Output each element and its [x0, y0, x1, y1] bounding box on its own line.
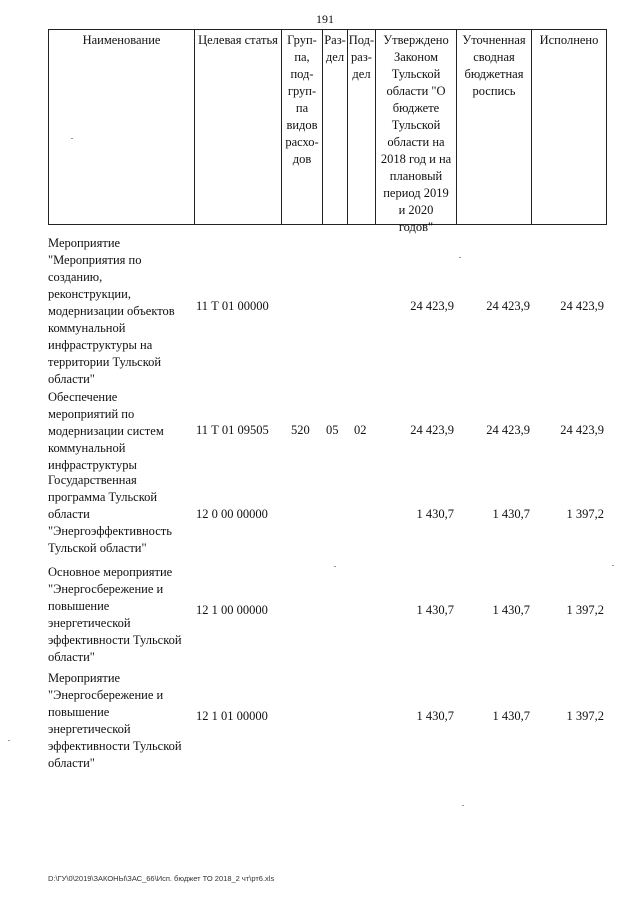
row-name-line: повышение	[48, 599, 110, 613]
header-group-line: под-	[290, 67, 314, 81]
header-approved	[375, 29, 457, 234]
row-5-target: 12 1 01 00000	[196, 709, 268, 723]
row-5-approved: 1 430,7	[416, 709, 454, 723]
row-name-line: реконструкции,	[48, 287, 131, 301]
header-approved-line: бюджете	[392, 101, 440, 115]
header-target-label: Целевая статья	[198, 33, 278, 47]
row-name-line: Мероприятие	[48, 236, 121, 250]
header-executed	[531, 29, 607, 225]
header-subsection-line: Под-	[348, 33, 375, 47]
header-approved-line: 2018 год и на	[380, 152, 452, 166]
row-name-line: области"	[48, 756, 95, 770]
header-executed-label: Исполнено	[539, 33, 599, 47]
header-group	[281, 29, 323, 225]
footer-file-path: D:\ГУ\0\2019\ЗАКОНЫ\ЗАС_66\Исп. бюджет ТО 2018_2 чт\рт6.xls	[48, 874, 275, 883]
header-group-line: дов	[292, 152, 312, 166]
row-name-line: коммунальной	[48, 441, 126, 455]
row-name-line: мероприятий по	[48, 407, 135, 421]
row-name-line: Мероприятие	[48, 671, 121, 685]
row-4-name	[48, 564, 193, 666]
row-name-line: эффективности Тульской	[48, 633, 182, 647]
header-approved-line: период 2019	[383, 186, 449, 200]
row-4-target: 12 1 00 00000	[196, 603, 268, 617]
row-name-line: повышение	[48, 705, 110, 719]
row-2-refined: 24 423,9	[486, 423, 530, 437]
header-group-line: па,	[294, 50, 310, 64]
header-refined-line: бюджетная	[464, 67, 524, 81]
header-approved-line: плановый	[389, 169, 443, 183]
header-approved-line: области "О	[386, 84, 446, 98]
header-subsection	[347, 29, 376, 225]
header-section	[322, 29, 348, 225]
row-1-approved: 24 423,9	[410, 299, 454, 313]
scan-speck	[71, 138, 73, 139]
row-name-line: "Энергосбережение и	[48, 582, 164, 596]
header-approved-line: годов"	[398, 220, 434, 234]
page-number: 191	[316, 12, 334, 26]
row-4-executed: 1 397,2	[566, 603, 604, 617]
row-name-line: Основное мероприятие	[48, 565, 173, 579]
row-name-line: программа Тульской	[48, 490, 158, 504]
row-name-line: области"	[48, 650, 95, 664]
row-3-approved: 1 430,7	[416, 507, 454, 521]
row-3-target: 12 0 00 00000	[196, 507, 268, 521]
row-2-target: 11 Т 01 09505	[196, 423, 269, 437]
row-name-line: инфраструктуры	[48, 458, 137, 472]
row-name-line: области	[48, 507, 90, 521]
row-2-name	[48, 389, 193, 474]
header-name	[48, 29, 195, 225]
scan-speck	[334, 566, 336, 567]
header-group-line: расхо-	[285, 135, 319, 149]
header-group-line: видов	[286, 118, 318, 132]
row-name-line: Тульской области"	[48, 541, 147, 555]
row-name-line: энергетической	[48, 616, 131, 630]
header-group-line: па	[295, 101, 309, 115]
scan-speck	[612, 565, 614, 566]
row-1-executed: 24 423,9	[560, 299, 604, 313]
row-1-name	[48, 235, 193, 388]
header-group-line: Груп-	[287, 33, 317, 47]
scan-speck	[459, 257, 461, 258]
header-refined-line: сводная	[473, 50, 515, 64]
header-subsection-line: дел	[352, 67, 371, 81]
row-name-line: инфраструктуры на	[48, 338, 153, 352]
row-3-refined: 1 430,7	[492, 507, 530, 521]
row-5-name	[48, 670, 193, 772]
row-name-line: "Энергосбережение и	[48, 688, 164, 702]
header-approved-line: Законом	[393, 50, 439, 64]
row-2-group: 520	[291, 423, 310, 437]
header-subsection-line: раз-	[351, 50, 372, 64]
row-name-line: созданию,	[48, 270, 103, 284]
header-refined-line: роспись	[472, 84, 516, 98]
header-approved-line: области на	[387, 135, 445, 149]
header-approved-line: Тульской	[391, 67, 441, 81]
header-approved-line: Тульской	[391, 118, 441, 132]
header-approved-line: и 2020	[398, 203, 434, 217]
row-5-refined: 1 430,7	[492, 709, 530, 723]
row-1-target: 11 Т 01 00000	[196, 299, 269, 313]
row-name-line: "Энергоэффективность	[48, 524, 172, 538]
header-group-line: груп-	[287, 84, 317, 98]
row-name-line: эффективности Тульской	[48, 739, 182, 753]
row-2-section: 05	[326, 423, 339, 437]
header-target	[194, 29, 282, 225]
scan-speck	[8, 740, 10, 741]
header-section-line: дел	[325, 50, 345, 64]
row-name-line: коммунальной	[48, 321, 126, 335]
header-refined	[456, 29, 532, 225]
row-3-executed: 1 397,2	[566, 507, 604, 521]
header-approved-line: Утверждено	[383, 33, 449, 47]
row-name-line: территории Тульской	[48, 355, 162, 369]
row-name-line: Государственная	[48, 473, 137, 487]
row-name-line: модернизации систем	[48, 424, 164, 438]
row-2-approved: 24 423,9	[410, 423, 454, 437]
header-refined-line: Уточненная	[462, 33, 526, 47]
row-name-line: энергетической	[48, 722, 131, 736]
row-3-name	[48, 472, 193, 557]
row-4-approved: 1 430,7	[416, 603, 454, 617]
row-2-executed: 24 423,9	[560, 423, 604, 437]
row-2-subsection: 02	[354, 423, 367, 437]
header-section-line: Раз-	[324, 33, 346, 47]
row-name-line: модернизации объектов	[48, 304, 175, 318]
row-1-refined: 24 423,9	[486, 299, 530, 313]
scan-speck	[462, 805, 464, 806]
row-name-line: Обеспечение	[48, 390, 118, 404]
row-5-executed: 1 397,2	[566, 709, 604, 723]
header-name-label: Наименование	[82, 33, 161, 47]
row-name-line: области"	[48, 372, 95, 386]
row-name-line: "Мероприятия по	[48, 253, 142, 267]
row-4-refined: 1 430,7	[492, 603, 530, 617]
